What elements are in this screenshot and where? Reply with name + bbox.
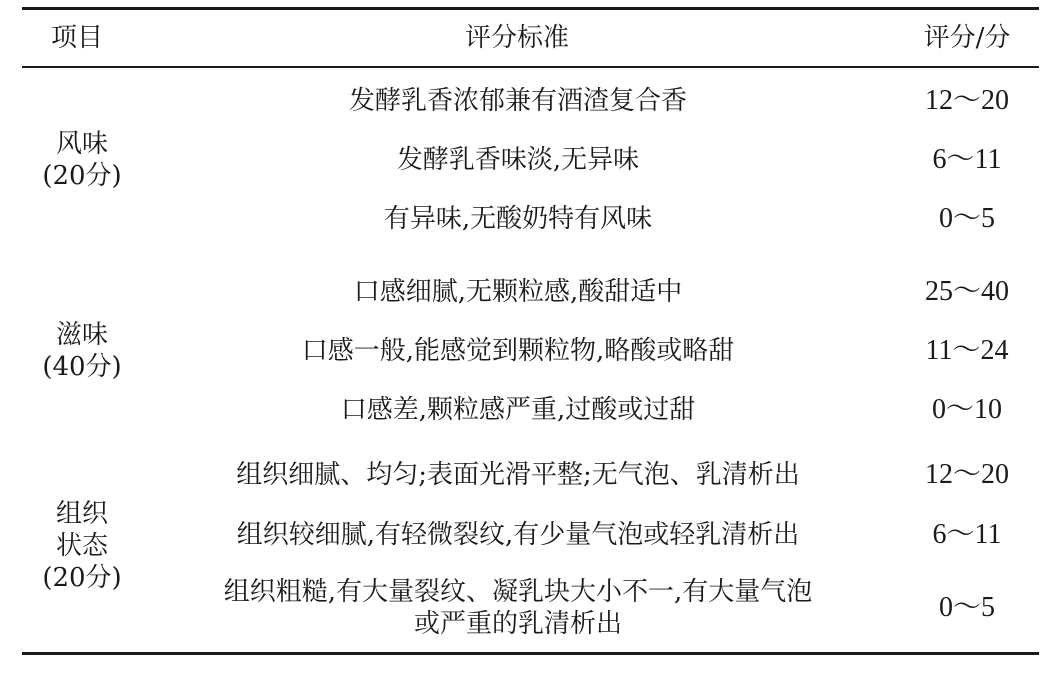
criteria-line: 或严重的乳清析出 (413, 609, 622, 639)
group-taste-name: 滋味 (55, 320, 108, 350)
criteria-line: 组织粗糙,有大量裂纹、凝乳块大小不一,有大量气泡 (223, 577, 813, 607)
criteria-cell: 口感一般,能感觉到颗粒物,略酸或略甜 (301, 336, 735, 366)
score-cell: 12～20 (924, 459, 1010, 490)
table-bottom-rule (22, 652, 1039, 655)
header-score: 评分/分 (923, 23, 1011, 53)
score-cell: 11～24 (925, 335, 1009, 366)
group-texture-label (42, 498, 121, 594)
group-flavor-label (42, 128, 121, 192)
group-taste-points: (40分) (42, 352, 122, 382)
score-cell: 0～10 (931, 394, 1003, 425)
header-item: 项目 (50, 23, 104, 53)
table-top-rule (22, 7, 1039, 10)
criteria-cell: 组织较细腻,有轻微裂纹,有少量气泡或轻乳清析出 (236, 520, 800, 550)
group-taste-label (42, 319, 121, 383)
group-flavor-name: 风味 (55, 129, 108, 159)
score-cell: 0～5 (938, 203, 996, 234)
header-criteria: 评分标准 (464, 23, 570, 53)
group-texture-name-line1: 组织 (55, 499, 108, 529)
score-cell: 0～5 (938, 592, 996, 623)
criteria-cell: 口感细腻,无颗粒感,酸甜适中 (353, 277, 683, 307)
group-texture-points: (20分) (42, 563, 122, 593)
criteria-cell: 组织细腻、均匀;表面光滑平整;无气泡、乳清析出 (236, 460, 800, 490)
table-header-rule (22, 66, 1039, 68)
criteria-cell: 有异味,无酸奶特有风味 (383, 204, 653, 234)
score-cell: 6～11 (932, 519, 1002, 550)
group-flavor-points: (20分) (42, 161, 122, 191)
score-cell: 12～20 (924, 85, 1010, 116)
criteria-cell: 口感差,颗粒感严重,过酸或过甜 (340, 395, 696, 425)
criteria-cell: 发酵乳香味淡,无异味 (396, 145, 640, 175)
score-cell: 25～40 (924, 276, 1010, 307)
criteria-cell (224, 576, 813, 640)
group-texture-name-line2: 状态 (55, 531, 108, 561)
criteria-cell: 发酵乳香浓郁兼有酒渣复合香 (348, 86, 688, 116)
score-cell: 6～11 (932, 144, 1002, 175)
